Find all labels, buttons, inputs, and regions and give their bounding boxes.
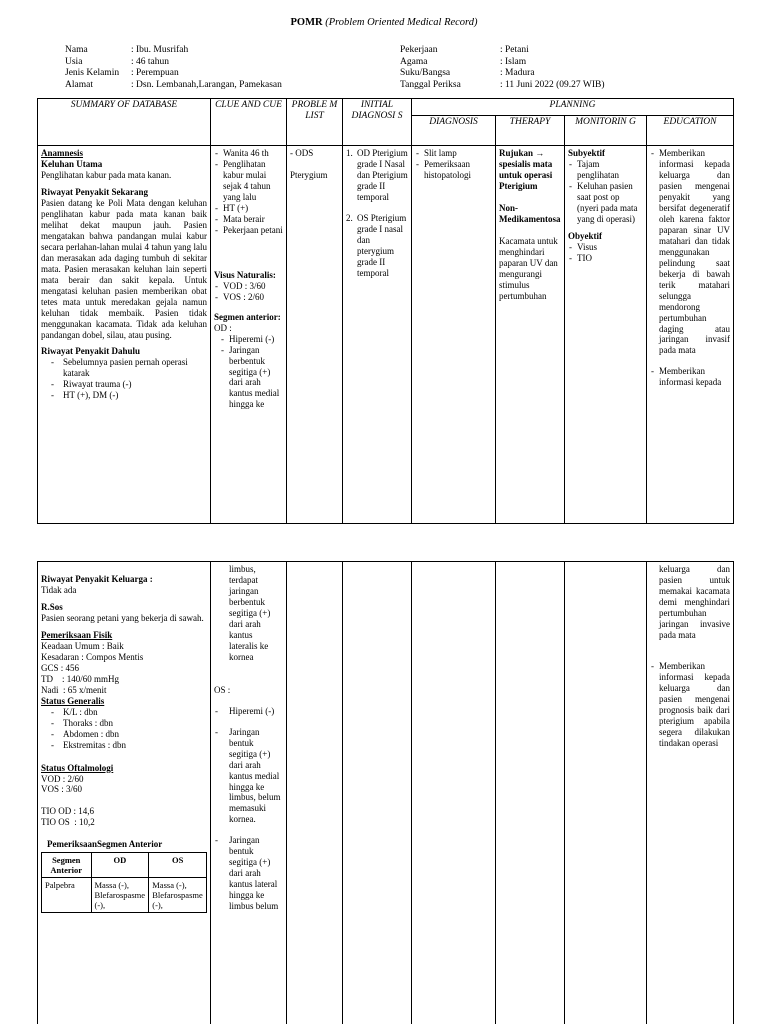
document-title xyxy=(0,17,768,30)
header-planning: PLANNING xyxy=(412,99,734,116)
list-item: - Jaringan berbentuk segitiga (+) dari arah kantus medial hingga ke xyxy=(220,345,283,411)
segmen-anterior-table-heading: PemeriksaanSegmen Anterior xyxy=(47,839,163,850)
list-item: - Ekstremitas : dbn xyxy=(41,740,207,751)
initial-diagnosis-cell xyxy=(343,562,412,1024)
list-item xyxy=(346,213,408,279)
clue-list xyxy=(214,148,283,236)
list-item: Keadaan Umum : Baik xyxy=(41,640,124,651)
list-item: - Visus xyxy=(568,242,643,253)
diagnosis-text: OS Pterigium grade I nasal dan pterygium grade II temporal xyxy=(357,212,407,278)
list-item: - K/L : dbn xyxy=(41,707,207,718)
list-item: - Pemeriksaan histopatologi xyxy=(415,159,492,181)
summary-cell xyxy=(38,562,211,1024)
rsos-heading: R.Sos xyxy=(41,601,63,612)
visus-list xyxy=(214,281,283,303)
list-item xyxy=(346,148,408,203)
list-item: - Memberikan informasi kepada keluarga dan pasien mengenai penyakit yang bersifat degeneratif oleh karena faktor paparan sinar UV matahari dan tidak menggunakan pelindung saat bekerja di bawah terik matahari selungga mendorong pertumbuhan daging atau jaringan invasif pada mata xyxy=(650,148,730,356)
diagnosis-plan-list xyxy=(415,148,492,181)
list-item: - TIO xyxy=(568,253,643,264)
header-initial-diagnosis: INITIAL DIAGNOSI S xyxy=(343,99,412,146)
rpk-text: Tidak ada xyxy=(41,584,77,595)
rpk-heading: Riwayat Penyakit Keluarga : xyxy=(41,574,153,584)
generalis-list xyxy=(41,707,207,751)
identity-label: Alamat xyxy=(65,79,93,90)
identity-label: Pekerjaan xyxy=(400,45,438,55)
problem-list-cell xyxy=(287,146,343,524)
list-item: - Jaringan bentuk segitiga (+) dari arah kantus medial hingga ke limbus, belum memasuki kornea. xyxy=(214,727,283,826)
clue-cell xyxy=(211,562,287,1024)
planning-diagnosis-cell xyxy=(412,146,496,524)
table-cell: Massa (-), Blefarospasme (-), xyxy=(149,878,207,913)
rpd-list xyxy=(41,357,207,401)
planning-education-cell xyxy=(647,146,734,524)
header-summary: SUMMARY OF DATABASE xyxy=(38,99,211,146)
keluhan-utama-text: Penglihatan kabur pada mata kanan. xyxy=(41,169,172,180)
list-item: - Memberikan informasi kepada keluarga dan pasien mengenai prognosis baik dari pterigium apabila segera dilakukan tindakan operasi xyxy=(650,661,730,749)
diagnosis-text: OD Pterigium grade I Nasal dan Pterigium grade II temporal xyxy=(357,148,408,202)
title-main: POMR xyxy=(290,17,323,28)
table-row xyxy=(42,878,207,913)
identity-value: : Islam xyxy=(500,56,527,67)
anamnesis-heading: Anamnesis xyxy=(41,148,84,158)
planning-therapy-cell xyxy=(496,562,565,1024)
list-item: GCS : 456 xyxy=(41,662,80,673)
problem-item: - ODS xyxy=(290,148,314,158)
pomr-table-page1 xyxy=(37,98,734,524)
list-item: - Slit lamp xyxy=(415,148,492,159)
subyektif-list xyxy=(568,159,643,225)
os-label: OS : xyxy=(214,684,231,695)
list-item: - Hiperemi (-) xyxy=(220,334,283,345)
identity-label: Suku/Bangsa xyxy=(400,68,451,78)
identity-value: : Petani xyxy=(500,45,529,55)
list-item: - Keluhan pasien saat post op (nyeri pada mata yang di operasi) xyxy=(568,181,643,225)
segmen-anterior-table xyxy=(41,852,207,913)
identity-label: Tanggal Periksa xyxy=(400,79,461,90)
status-oftalmologi-heading: Status Oftalmologi xyxy=(41,762,114,773)
od-list xyxy=(214,334,283,411)
list-item: - VOS : 2/60 xyxy=(214,292,283,303)
header-education: EDUCATION xyxy=(647,116,734,146)
non-medikamentosa-heading: Non-Medikamentosa xyxy=(499,202,561,224)
pomr-table-page2 xyxy=(37,561,734,1024)
problem-list-cell xyxy=(287,562,343,1024)
header-clue: CLUE AND CUE xyxy=(211,99,287,146)
identity-label: Nama xyxy=(65,45,88,55)
identity-left xyxy=(65,45,282,91)
summary-cell xyxy=(38,146,211,524)
initial-diagnosis-cell xyxy=(343,146,412,524)
header-problem-list: PROBLE M LIST xyxy=(287,99,343,146)
list-item: - HT (+) xyxy=(214,203,283,214)
os-list xyxy=(214,706,283,912)
clue-continuation: limbus, terdapat jaringan berbentuk segitiga (+) dari arah kantus lateralis ke kornea xyxy=(229,564,271,662)
list-item: Nadi : 65 x/menit xyxy=(41,684,107,695)
list-item: TD : 140/60 mmHg xyxy=(41,673,119,684)
list-item: - Wanita 46 th xyxy=(214,148,283,159)
rpd-heading: Riwayat Penyakit Dahulu xyxy=(41,346,141,357)
status-generalis-heading: Status Generalis xyxy=(41,695,105,706)
identity-value: : Perempuan xyxy=(131,68,179,78)
list-item: - Thoraks : dbn xyxy=(41,718,207,729)
table-header: Segmen Anterior xyxy=(42,853,92,878)
list-item: - Memberikan informasi kepada xyxy=(650,366,730,388)
table-header: OS xyxy=(149,853,207,878)
list-item: - Riwayat trauma (-) xyxy=(41,379,207,390)
identity-value: : Dsn. Lembanah,Larangan, Pamekasan xyxy=(131,79,282,90)
initial-diagnosis-list xyxy=(346,148,408,279)
education-list xyxy=(650,148,730,388)
list-number: 1. xyxy=(346,148,353,158)
list-item: - Tajam penglihatan xyxy=(568,159,643,181)
pemeriksaan-fisik-heading: Pemeriksaan Fisik xyxy=(41,629,113,640)
list-item: - Mata berair xyxy=(214,214,283,225)
list-item: - VOD : 3/60 xyxy=(214,281,283,292)
list-item: - Abdomen : dbn xyxy=(41,729,207,740)
rsos-text: Pasien seorang petani yang bekerja di sawah. xyxy=(41,612,204,623)
identity-label: Usia xyxy=(65,56,83,67)
header-diagnosis: DIAGNOSIS xyxy=(412,116,496,146)
rps-heading: Riwayat Penyakit Sekarang xyxy=(41,186,149,197)
identity-right xyxy=(400,45,605,91)
non-medikamentosa-text: Kacamata untuk menghindari paparan UV dan mengurangi stimulus pertumbuhan xyxy=(499,235,558,301)
header-therapy: THERAPY xyxy=(496,116,565,146)
list-item: - Jaringan bentuk segitiga (+) dari arah kantus lateral hingga ke limbus belum xyxy=(214,835,283,912)
identity-value: : 46 tahun xyxy=(131,56,169,67)
table-cell: Massa (-), Blefarospasme (-), xyxy=(91,878,149,913)
list-item: VOD : 2/60 xyxy=(41,773,84,784)
list-item: - Pekerjaan petani xyxy=(214,225,283,236)
planning-diagnosis-cell xyxy=(412,562,496,1024)
visus-heading: Visus Naturalis: xyxy=(214,269,276,280)
identity-value: : 11 Juni 2022 (09.27 WIB) xyxy=(500,79,605,90)
identity-label: Jenis Kelamin xyxy=(65,68,120,78)
rujukan-text: Rujukan → spesialis mata untuk operasi Pterigium xyxy=(499,148,553,191)
education-list xyxy=(650,661,730,749)
list-number: 2. xyxy=(346,212,353,223)
list-item: - Hiperemi (-) xyxy=(214,706,283,717)
list-item: - HT (+), DM (-) xyxy=(41,390,207,401)
obyektif-list xyxy=(568,242,643,264)
obyektif-heading: Obyektif xyxy=(568,230,603,241)
identity-value: : Madura xyxy=(500,68,535,78)
list-item: - Sebelumnya pasien pernah operasi katarak xyxy=(41,357,207,379)
list-item: TIO OS : 10,2 xyxy=(41,817,95,828)
identity-label: Agama xyxy=(400,56,428,67)
table-cell: Palpebra xyxy=(42,878,92,913)
list-item: Kesadaran : Compos Mentis xyxy=(41,651,144,662)
table-header: OD xyxy=(91,853,149,878)
rps-text: Pasien datang ke Poli Mata dengan keluhan penglihatan kabur pada mata kanan baik melihat dekat maupun jauh. Pasien mengatakan bahwa pandangan mulai kabur secara perlahan-lahan mulai 4 tahun yang lalu dan merasakan ada daging tumbuh di sekitar mata. Pasien merasakan keluhan lain seperti mata berair dan sakit kepala. Untuk mengatasi keluhan pasien memberikan obat tetes mata untuk meredakan gejala namun keluhan tidak membaik. Pasien tidak menggunakan kacamata. Tidak ada keluhan pandangan dobel, silau, atau pusing. xyxy=(41,197,207,340)
subyektif-heading: Subyektif xyxy=(568,148,606,158)
planning-monitoring-cell xyxy=(565,146,647,524)
planning-education-cell xyxy=(647,562,734,1024)
header-monitoring: MONITORIN G xyxy=(565,116,647,146)
list-item: VOS : 3/60 xyxy=(41,784,83,795)
planning-therapy-cell xyxy=(496,146,565,524)
title-subtitle: (Problem Oriented Medical Record) xyxy=(325,17,478,28)
list-item: - Penglihatan kabur mulai sejak 4 tahun yang lalu xyxy=(214,159,283,203)
education-continuation: keluarga dan pasien untuk memakai kacamata demi menghindari pertumbuhan jaringan invasive pada mata xyxy=(659,564,730,640)
identity-value: : Ibu. Musrifah xyxy=(131,45,189,55)
planning-monitoring-cell xyxy=(565,562,647,1024)
od-label: OD : xyxy=(214,322,232,333)
segmen-anterior-heading: Segmen anterior: xyxy=(214,311,281,322)
clue-cell xyxy=(211,146,287,524)
keluhan-utama-heading: Keluhan Utama xyxy=(41,158,103,169)
problem-item: Pterygium xyxy=(290,169,328,180)
list-item: TIO OD : 14,6 xyxy=(41,806,94,817)
